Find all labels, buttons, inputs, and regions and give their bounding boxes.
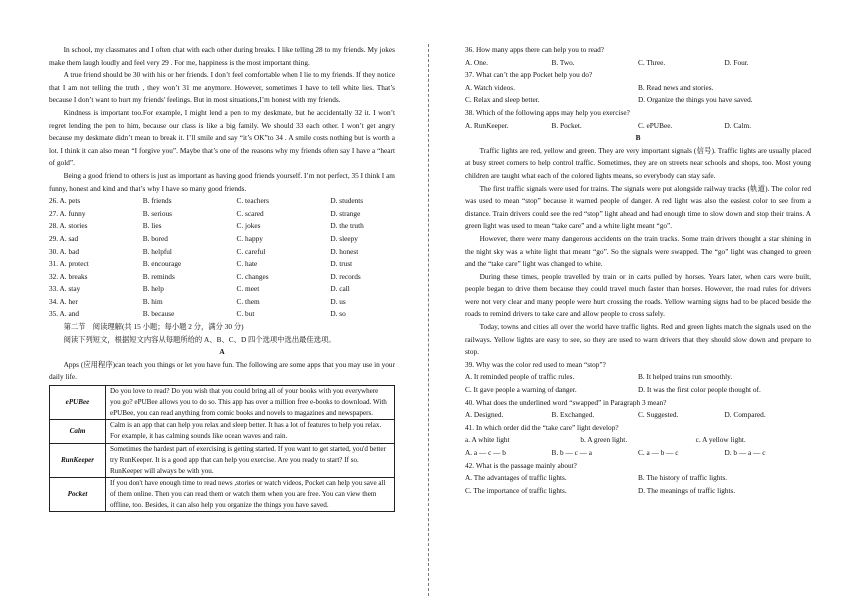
left-column: [49, 44, 395, 512]
option: C. happy: [236, 233, 263, 243]
option-row: [49, 220, 395, 233]
table-row: [50, 477, 395, 511]
app-name: Pocket: [50, 477, 106, 511]
option-row: [49, 271, 395, 284]
option: 35. A. and: [49, 309, 79, 319]
option: B. Exchanged.: [551, 410, 595, 420]
question-37-options: [465, 82, 811, 107]
question-41-lights: [465, 434, 811, 447]
passage-b-paragraph-2: The first traffic signals were used for trains. The signals were put alongside railway tracks (轨道). The color red was used to mean “stop” because it warned people of danger. A red light was also the easiest color to see from a distance. Train drivers could see the red “stop” light ahead and had enough time to slow down and stop their trains. A green light was used to mean “take care” and a white light meant “go”.: [465, 183, 811, 231]
question-37: 37. What can’t the app Pocket help you do?: [465, 70, 593, 80]
passage-b-paragraph-5: Today, towns and cities all over the world have traffic lights. Red and green lights match the signals used on the railways. Yellow lights are easy to see, so they are used to warn drivers that they should slow down and prepare to stop.: [465, 322, 811, 357]
option: A. The advantages of traffic lights.: [465, 473, 567, 483]
option: D. Compared.: [724, 410, 766, 420]
option: B. Pocket.: [551, 120, 582, 130]
option: C. It gave people a warning of danger.: [465, 385, 577, 395]
option: B. bored: [142, 233, 168, 243]
option: A. Designed.: [465, 410, 504, 420]
passage-b-paragraph-3: However, there were many dangerous accidents on the train tracks. Some train drivers thought a star shining in the night sky was a white light that meant “go”. So the signals were swapped. The “go” light was changed to green and the “take care” light was changed to white.: [465, 233, 811, 269]
option: C. Three.: [638, 57, 666, 67]
option: A. It reminded people of traffic rules.: [465, 372, 575, 382]
question-41-options: [465, 447, 811, 460]
option: A. a — c — b: [465, 448, 506, 457]
option-row: [49, 283, 395, 296]
passage-b-paragraph-1: Traffic lights are red, yellow and green. They are very important signals (信号). Traffic lights are usually placed at busy street corners to help control traffic. Sometimes, they are on streets near schools and shops, too. Most young children are taught what each of the colored lights means, so everybody can stay safe.: [465, 145, 811, 180]
passage-b-label: B: [635, 133, 641, 143]
question-42: 42. What is the passage mainly about?: [465, 460, 577, 470]
option: D. call: [330, 284, 350, 294]
cloze-options: [49, 195, 395, 321]
option: C. but: [236, 309, 255, 319]
option: D. students: [330, 196, 364, 206]
option: A. RunKeeper.: [465, 120, 509, 130]
table-row: [50, 420, 395, 443]
option: B. friends: [142, 196, 172, 206]
option-row: [49, 296, 395, 309]
option: 34. A. her: [49, 296, 78, 306]
option-row: [49, 233, 395, 246]
option: C. meet: [236, 284, 260, 294]
question-36-options: [465, 57, 811, 70]
option: D. Calm.: [724, 120, 752, 130]
option: D. The meanings of traffic lights.: [638, 485, 736, 495]
option: C. careful: [236, 246, 266, 256]
table-row: [50, 386, 395, 420]
option: 31. A. protect: [49, 259, 89, 269]
option: D. records: [330, 271, 361, 281]
option: C. Relax and sleep better.: [465, 95, 540, 105]
light-item: a. A white light: [465, 435, 510, 445]
option-row: [49, 208, 395, 221]
option: B. Two.: [551, 57, 575, 67]
app-name: Calm: [50, 420, 106, 443]
apps-table: [49, 385, 395, 512]
question-39: 39. Why was the color red used to mean “stop”?: [465, 359, 606, 369]
cloze-paragraph-4: Being a good friend to others is just as important as having good friends yourself. I’m not perfect, 35 I think I am funny, honest and kind and that’s why I have so many good friends.: [49, 170, 395, 193]
apps-intro: Apps (应用程序)can teach you things or let you have fun. The following are some apps that you may use in your daily life.: [49, 359, 395, 382]
option: B. him: [142, 296, 163, 306]
question-41: 41. In which order did the “take care” light develop?: [465, 422, 619, 432]
light-item: c. A yellow light.: [695, 435, 746, 445]
option: C. them: [236, 296, 260, 306]
option-row: [49, 246, 395, 259]
option: 29. A. sad: [49, 233, 79, 243]
option: C. The importance of traffic lights.: [465, 485, 567, 495]
option: B. because: [142, 309, 175, 319]
question-38: 38. Which of the following apps may help you exercise?: [465, 107, 630, 117]
option: D. trust: [330, 259, 353, 269]
option: D. strange: [330, 208, 361, 218]
question-40-options: [465, 409, 811, 422]
option: A. Watch videos.: [465, 82, 515, 92]
app-description: Do you love to read? Do you wish that you could bring all of your books with you everywhere you go? ePUBee allows you to do so. This app has over a million free e-books to download. With ePUBee, you can read anything from comic books and novels to magazines and newspapers.: [106, 386, 395, 420]
app-description: If you don't have enough time to read news ,stories or watch videos, Pocket can help you save all of them online. Then you can read them or watch them when you are free. You can view them offline, too. Besides, it can also help you organize the things you have saved.: [106, 477, 395, 511]
app-name: ePUBee: [50, 386, 106, 420]
right-column: [465, 44, 811, 497]
option: C. hate: [236, 259, 258, 269]
option: D. It was the first color people thought of.: [638, 385, 761, 395]
option: B. Read news and stories.: [638, 82, 714, 92]
passage-b-paragraph-4: During these times, people travelled by train or in carts pulled by horses. Years later, when cars were built, people began to drive them because they could travel much faster than horses. However, the road rules for drivers were not very clear and many people were hurt crossing the roads. Yellow warning signs had to be placed beside the roads to remind drivers to take care and allow people to cross safely.: [465, 271, 811, 319]
table-row: [50, 443, 395, 477]
option: 28. A. stories: [49, 221, 88, 231]
section-title: 第二节 阅读理解(共 15 小题；每小题 2 分，满分 30 分): [63, 322, 244, 332]
option-row: [49, 308, 395, 321]
option: B. b — c — a: [551, 448, 593, 457]
option-row: [49, 258, 395, 271]
passage-a-label: A: [219, 347, 225, 357]
cloze-paragraph-1: In school, my classmates and I often chat with each other during breaks. I like telling 28 to my friends. My jokes make them laugh loudly and feel very 29 . For me, happiness is the most important thing.: [49, 45, 395, 67]
option: A. One.: [465, 57, 488, 67]
app-name: RunKeeper: [50, 443, 106, 477]
option: B. helpful: [142, 246, 172, 256]
option: B. serious: [142, 208, 172, 218]
option: 30. A. bad: [49, 246, 79, 256]
option: B. lies: [142, 221, 162, 231]
option: C. Suggested.: [638, 410, 679, 420]
question-36: 36. How many apps there can help you to read?: [465, 45, 605, 54]
option: B. help: [142, 284, 164, 294]
option: 32. A. breaks: [49, 271, 88, 281]
question-42-options: [465, 472, 811, 497]
option: C. scared: [236, 208, 264, 218]
option: D. honest: [330, 246, 359, 256]
app-description: Calm is an app that can help you relax and sleep better. It has a lot of features to help you relax. For example, it has calming sounds like ocean waves and rain.: [106, 420, 395, 443]
option: D. Four.: [724, 57, 749, 67]
option: C. changes: [236, 271, 269, 281]
section-instructions: 阅读下列短文，根据短文内容从每题所给的 A、B、C、D 四个选项中选出最佳选项。: [63, 334, 336, 344]
option: D. us: [330, 296, 346, 306]
question-38-options: [465, 120, 811, 133]
option: D. Organize the things you have saved.: [638, 95, 753, 105]
option: B. encourage: [142, 259, 182, 269]
cloze-paragraph-3: Kindness is important too.For example, I might lend a pen to my deskmate, but he accidentally 32 it. I won’t regret lending the pen to him, because our class is like a big family. We should 33 each other. I won’t get angry because my deskmate didn’t mean to break it. I’ll smile and say “it’s OK”to 34 . A smile costs nothing but is worth a lot. I think it can also mean “I forgive you”. Maybe that’s one of the reasons why my friends often say I have a “heart of gold”.: [49, 107, 395, 168]
option: 27. A. funny: [49, 208, 86, 218]
option: D. so: [330, 309, 346, 319]
light-item: b. A green light.: [580, 435, 628, 445]
option: 26. A. pets: [49, 196, 81, 206]
option: C. teachers: [236, 196, 269, 206]
option-row: [49, 195, 395, 208]
option: 33. A. stay: [49, 284, 81, 294]
question-40: 40. What does the underlined word “swapped” in Paragraph 3 mean?: [465, 397, 667, 407]
option: D. the truth: [330, 221, 364, 231]
option: B. reminds: [142, 271, 175, 281]
option: B. The history of traffic lights.: [638, 473, 728, 483]
app-description: Sometimes the hardest part of exercising is getting started. If you want to get started, you'd better try RunKeeper. It is a good app that can help you exercise. Are you ready to start? If so. RunKeeper will always be with you.: [106, 443, 395, 477]
option: D. sleepy: [330, 233, 358, 243]
option: C. jokes: [236, 221, 261, 231]
option: B. It helped trains run smoothly.: [638, 372, 733, 382]
option: C. ePUBee.: [638, 120, 673, 130]
column-divider: [428, 44, 429, 596]
question-39-options: [465, 371, 811, 396]
cloze-paragraph-2: A true friend should be 30 with his or her friends. I don’t feel comfortable when I lie to my friends. If they notice that I am not telling the truth , they won’t 31 me anymore. However, sometimes I have to tell white lies. That’s because I don’t want to hurt my friends' feelings. But in most situations,I’m honest with my friends.: [49, 70, 395, 105]
option: D. b — a — c: [724, 448, 766, 457]
option: C. a — b — c: [638, 448, 679, 457]
